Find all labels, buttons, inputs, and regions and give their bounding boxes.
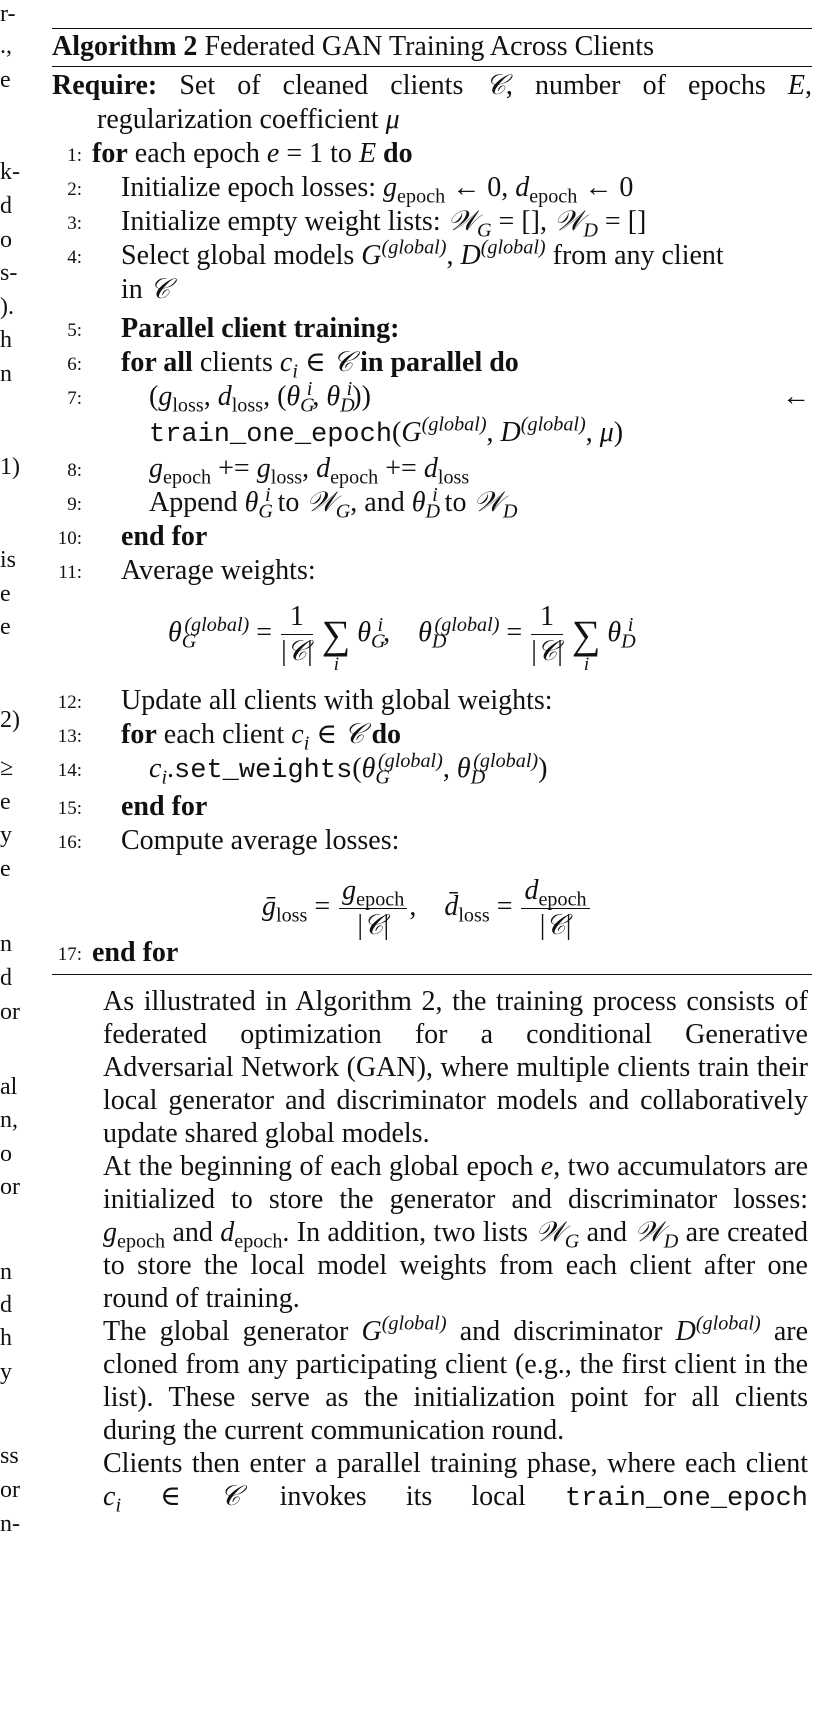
fragment: or <box>0 999 20 1025</box>
line-number: 12: <box>57 692 82 713</box>
algorithm-title-text: Federated GAN Training Across Clients <box>204 31 654 62</box>
line-number: 3: <box>67 213 82 234</box>
algorithm-label: Algorithm 2 <box>52 31 198 62</box>
fragment: k- <box>0 159 20 185</box>
left-column-fragments <box>0 0 20 1711</box>
line-number: 14: <box>57 760 82 781</box>
line-text: for each client $c_i$ ∈ 𝒞 do <box>121 719 402 755</box>
paragraph-1: As illustrated in Algorithm 2, the training process consists of federated optimization for a conditional Generative Adversarial Network (GAN), where multiple clients train their local generator and discriminator models and collaboratively update shared global models. <box>103 986 808 1149</box>
average-weights-equation: $\theta_G^{(global)}$ = $\frac{1}{\text{|𝒞|}}$ ∑ i $\theta_G^i$, $\theta_D^{(global)}$ = $\frac{1}{\text{|𝒞|}}$ ∑ i $\theta_D^i$ <box>168 601 636 675</box>
fragment: e <box>0 614 11 640</box>
line-text: $g_{epoch} += g_{loss}$, $d_{epoch} += d_{loss}$ <box>149 453 470 489</box>
line-number: 8: <box>67 460 82 481</box>
fragment: h <box>0 1325 12 1351</box>
line-number: 10: <box>57 528 82 549</box>
average-losses-equation: ḡ$_{loss}$ = $\frac{g_{epoch}}{\text{|𝒞|}}$ , $d̄_{loss}$ = $\frac{d_{epoch}}{\text{|𝒞|}}$ <box>262 874 592 943</box>
fragment: d <box>0 965 12 991</box>
fragment: ss <box>0 1443 19 1469</box>
line-number: 13: <box>57 726 82 747</box>
line-text: end for <box>92 937 179 968</box>
line-number: 11: <box>58 562 82 583</box>
line-text: for all clients $c_i$ ∈ 𝒞 in parallel do <box>121 347 519 383</box>
fragment: n <box>0 1259 12 1285</box>
bottom-rule <box>52 974 812 975</box>
fragment: al <box>0 1074 18 1100</box>
body-text <box>103 985 808 1516</box>
line-number: 5: <box>67 320 82 341</box>
fragment: 1) <box>0 454 20 480</box>
paragraph-4: Clients then enter a parallel training phase, where each client $c_i$ ∈ 𝒞 invokes its local train_one_epoch <box>103 1448 809 1517</box>
line-text: Select global models $G^{(global)}$, $D^{(global)}$ from any client <box>121 236 724 271</box>
line-text: end for <box>121 791 208 822</box>
fragment: h <box>0 327 12 353</box>
line-text: in 𝒞 <box>121 274 171 305</box>
fragment: 2) <box>0 707 20 733</box>
require-line <box>52 69 812 137</box>
fragment: y <box>0 822 12 848</box>
assign-arrow: ← <box>782 381 810 412</box>
title-rule <box>52 66 812 67</box>
fragment: is <box>0 547 17 573</box>
fragment: o <box>0 227 12 253</box>
fragment: s- <box>0 260 18 286</box>
line-text: Parallel client training: <box>121 313 400 344</box>
line-number: 1: <box>67 145 82 166</box>
line-text: end for <box>121 521 208 552</box>
line-number: 16: <box>57 832 82 853</box>
fragment: d <box>0 193 12 219</box>
fragment: d <box>0 1292 12 1318</box>
fragment: n, <box>0 1107 18 1133</box>
fragment: or <box>0 1174 20 1200</box>
line-number: 15: <box>57 798 82 819</box>
line-number: 17: <box>57 944 82 965</box>
line-number: 2: <box>67 179 82 200</box>
fragment: n <box>0 931 12 957</box>
fragment: e <box>0 581 11 607</box>
fragment: o <box>0 1141 12 1167</box>
fragment: y <box>0 1359 12 1385</box>
line-text: for each epoch e = 1 to E do <box>92 138 413 169</box>
line-number: 7: <box>67 388 82 409</box>
fragment: r- <box>0 1 16 27</box>
line-text: Update all clients with global weights: <box>121 685 553 716</box>
fragment: n- <box>0 1511 20 1537</box>
line-text: Compute average losses: <box>121 825 400 856</box>
line-number: 6: <box>67 354 82 375</box>
line-text: Initialize epoch losses: $g_{epoch}$ ← 0, $d_{epoch}$ ← 0 <box>121 172 634 208</box>
fragment: or <box>0 1477 20 1503</box>
fragment: ., <box>0 33 12 59</box>
require-text: Set of cleaned clients 𝒞, number of epochs E, regularization coefficient μ <box>97 70 813 135</box>
top-rule <box>52 28 812 29</box>
line-number: 4: <box>67 247 82 268</box>
line-text: $train\_one\_epoch(G^{(global)}$, $D^{(global)}$, μ) <box>149 413 624 450</box>
fragment: n <box>0 361 12 387</box>
line-text: $c_i.set\_weights(\theta_G^{(global)}$, $\theta_D^{(global)}$) <box>149 749 548 789</box>
paragraph-3: The global generator $G^{(global)}$ and discriminator $D^{(global)}$ are cloned from any participating client (e.g., the first client in the list). These serve as the initialization point for all clients during the current communication round. <box>103 1312 809 1446</box>
fragment: ). <box>0 294 14 320</box>
fragment: e <box>0 789 11 815</box>
algorithm-title <box>52 30 654 64</box>
line-text: Initialize empty weight lists: 𝒲$_G$ = [], 𝒲$_D$ = [] <box>121 206 647 242</box>
paragraph-2: At the beginning of each global epoch e, two accumulators are initialized to store the generator and discriminator losses: $g_{epoch}$ and $d_{epoch}$. In addition, two lists 𝒲$_G$ and 𝒲$_D$ are created to store the local model weights from each client after one round of training. <box>103 1151 809 1314</box>
line-text: Append $\theta_G^i$ to 𝒲$_G$, and $\theta_D^i$ to 𝒲$_D$ <box>149 483 518 523</box>
fragment: ≥ <box>0 755 14 781</box>
require-label: Require: <box>52 70 158 101</box>
fragment: e <box>0 67 11 93</box>
line-number: 9: <box>67 494 82 515</box>
line-text: Average weights: <box>121 555 316 586</box>
line-text: ($g_{loss}$, $d_{loss}$, ($\theta_G^i$, $\theta_D^i$)) <box>149 377 371 417</box>
fragment: e <box>0 856 11 882</box>
